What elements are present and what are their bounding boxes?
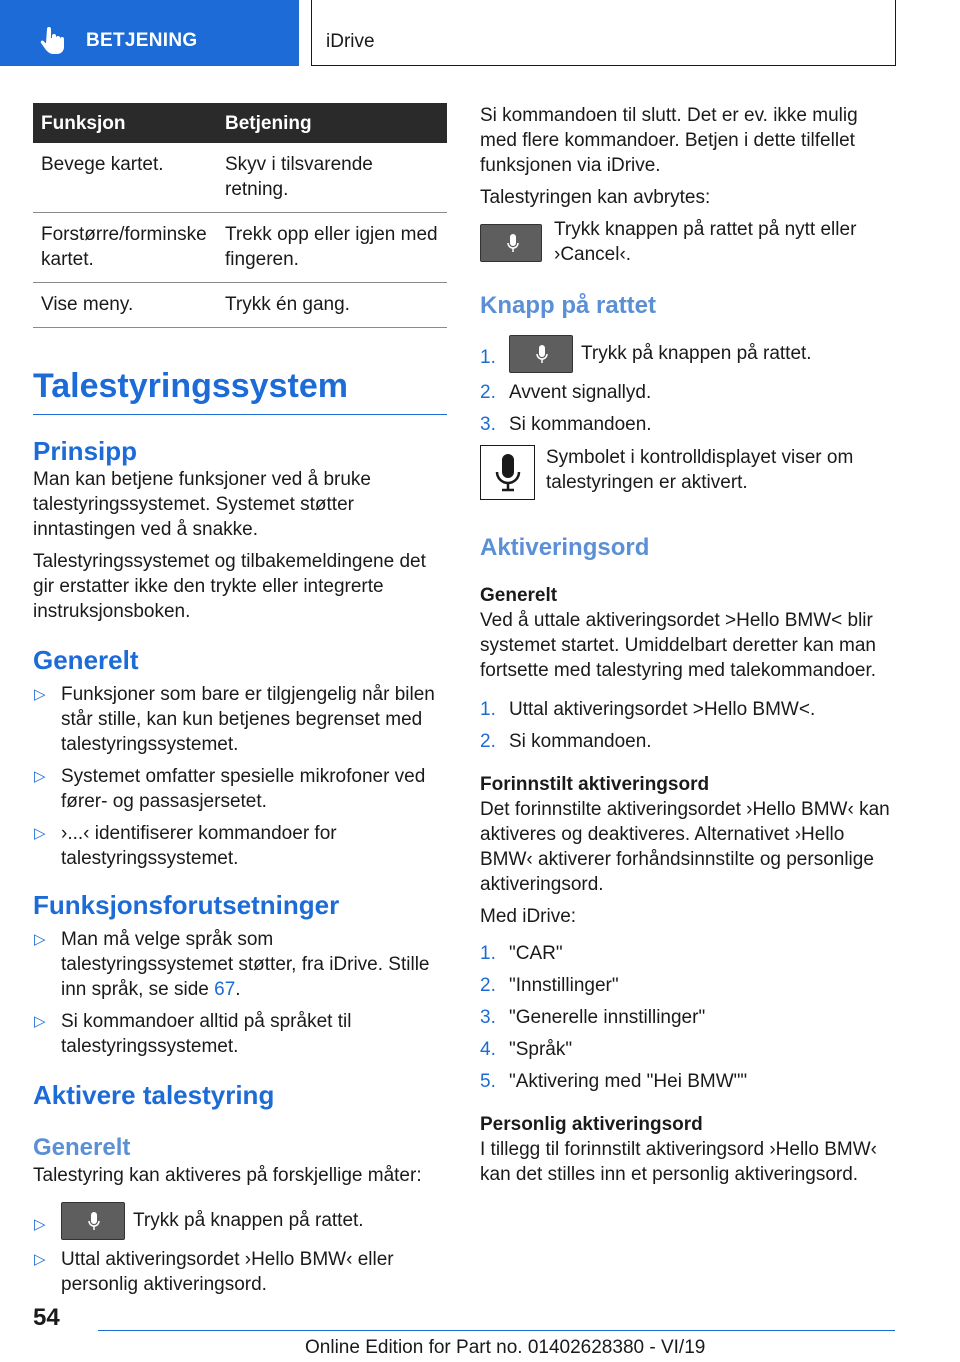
step-text: "Innstillinger"	[509, 975, 619, 996]
list-item	[33, 1009, 447, 1059]
list-item	[480, 412, 895, 437]
bullet-triangle-icon: ▷	[34, 1216, 46, 1233]
steering-voice-button-icon	[61, 1202, 125, 1240]
paragraph: Med iDrive:	[480, 906, 577, 927]
section-title: Talestyringssystem	[33, 366, 447, 415]
bullet-triangle-icon: ▷	[34, 768, 46, 785]
step-number: 3.	[480, 414, 496, 435]
microphone-icon	[494, 454, 522, 492]
symbol-note	[480, 445, 895, 503]
list-item	[480, 941, 895, 966]
table-cell: Vise meny.	[33, 283, 217, 328]
bullet-triangle-icon: ▷	[34, 1013, 46, 1030]
footer-edition: Online Edition for Part no. 01402628380 - VI/19	[305, 1337, 706, 1358]
knapp-steps	[480, 335, 895, 437]
microphone-icon	[536, 345, 548, 365]
step-number: 2.	[480, 731, 496, 752]
table-cell: Skyv i tilsvarende retning.	[217, 143, 447, 213]
steering-voice-button-icon	[480, 224, 542, 262]
step-text: Si kommandoen.	[509, 731, 652, 752]
list-item	[33, 1202, 447, 1240]
list-item-text: Trykk på knappen på rattet.	[133, 1210, 364, 1232]
paragraph: Det forinnstilte aktiveringsordet ›Hello BMW‹ kan aktiveres og deaktiveres. Alternativet ›Hello BMW‹ aktiverer forhåndsinnstilte og personlige aktiveringsord.	[480, 799, 890, 895]
step-text: Trykk på knappen på rattet.	[581, 343, 812, 365]
knapp-heading: Knapp på rattet	[480, 292, 657, 319]
table-header-cell: Funksjon	[33, 103, 217, 143]
page-link[interactable]: 67	[214, 979, 236, 1000]
step-number: 1.	[480, 943, 496, 964]
cancel-note	[480, 217, 895, 267]
forinnstilt-heading: Forinnstilt aktiveringsord	[480, 774, 710, 795]
step-text: Uttal aktiveringsordet >Hello BMW<.	[509, 699, 816, 720]
aktivere-heading: Aktivere talestyring	[33, 1080, 275, 1110]
aktivere-subheading: Generelt	[33, 1134, 131, 1161]
forutsetninger-list	[33, 927, 447, 1059]
display-microphone-symbol	[480, 445, 535, 500]
paragraph: I tillegg til forinnstilt aktiveringsord ›Hello BMW‹ kan det stilles inn et personlig aktiveringsord.	[480, 1139, 878, 1185]
list-item	[480, 697, 895, 722]
microphone-icon	[507, 234, 519, 254]
table-row	[33, 143, 447, 213]
list-item	[480, 335, 895, 373]
idrive-steps	[480, 941, 895, 1094]
list-item	[480, 1005, 895, 1030]
bullet-triangle-icon: ▷	[34, 825, 46, 842]
header-section-tab	[0, 0, 299, 66]
right-column	[480, 103, 895, 1194]
step-number: 2.	[480, 975, 496, 996]
list-item-text: .	[235, 979, 241, 1000]
step-number: 4.	[480, 1039, 496, 1060]
symbol-note-text: Symbolet i kontrolldisplayet viser om talestyringen er aktivert.	[546, 447, 854, 493]
list-item	[33, 821, 447, 871]
list-item	[480, 973, 895, 998]
generelt-list	[33, 682, 447, 871]
list-item-text: Uttal aktiveringsordet ›Hello BMW‹ eller personlig aktiveringsord.	[61, 1249, 394, 1295]
list-item	[480, 729, 895, 754]
step-number: 1.	[480, 347, 496, 368]
aktivere-paragraph: Talestyring kan aktiveres på forskjellige måter:	[33, 1165, 422, 1186]
aktivere-list	[33, 1202, 447, 1297]
step-text: Si kommandoen.	[509, 414, 652, 435]
table-header-row	[33, 103, 447, 143]
step-number: 1.	[480, 699, 496, 720]
personlig-heading: Personlig aktiveringsord	[480, 1114, 703, 1135]
prinsipp-paragraph: Talestyringssystemet og tilbakemeldingene det gir erstatter ikke den trykte eller integrerte instruksjonsboken.	[33, 551, 426, 622]
footer-divider	[98, 1330, 895, 1331]
list-item-text: Funksjoner som bare er tilgjengelig når bilen står stille, kan kun betjenes begrenset med talestyringssystemet.	[61, 684, 435, 755]
prinsipp-paragraph: Man kan betjene funksjoner ved å bruke talestyringssystemet. Systemet støtter inntastingen ved å snakke.	[33, 469, 371, 540]
list-item	[33, 927, 447, 1002]
steering-voice-button-icon	[509, 335, 573, 373]
step-text: "Generelle innstillinger"	[509, 1007, 706, 1028]
list-item-text: Si kommandoer alltid på språket til talestyringssystemet.	[61, 1011, 352, 1057]
header-chapter-title: iDrive	[326, 31, 375, 52]
list-item	[480, 1069, 895, 1094]
list-item-text: ›...‹ identifiserer kommandoer for talestyringssystemet.	[61, 823, 337, 869]
step-text: "CAR"	[509, 943, 563, 964]
table-cell: Bevege kartet.	[33, 143, 217, 213]
table-row	[33, 213, 447, 283]
step-text: "Språk"	[509, 1039, 573, 1060]
table-header-cell: Betjening	[217, 103, 447, 143]
header-chapter-box	[311, 0, 896, 66]
bullet-triangle-icon: ▷	[34, 1251, 46, 1268]
left-column	[33, 103, 447, 1304]
list-item	[33, 764, 447, 814]
step-text: Avvent signallyd.	[509, 382, 652, 403]
function-table	[33, 103, 447, 328]
table-cell: Trekk opp eller igjen med fingeren.	[217, 213, 447, 283]
list-item	[480, 1037, 895, 1062]
paragraph: Ved å uttale aktiveringsordet >Hello BMW< blir systemet startet. Umiddelbart deretter kan man fortsette med talestyring med talekommandoer.	[480, 610, 877, 681]
hand-pointer-icon	[40, 27, 66, 55]
page-number: 54	[33, 1304, 60, 1331]
step-number: 3.	[480, 1007, 496, 1028]
list-item	[480, 380, 895, 405]
list-item-text: Systemet omfatter spesielle mikrofoner ved fører- og passasjersetet.	[61, 766, 426, 812]
table-cell: Forstørre/forminske kartet.	[33, 213, 217, 283]
microphone-icon	[88, 1212, 100, 1232]
cancel-note-text: Trykk knappen på rattet på nytt eller ›Cancel‹.	[554, 219, 857, 265]
step-number: 5.	[480, 1071, 496, 1092]
generelt-heading: Generelt	[33, 645, 139, 675]
bullet-triangle-icon: ▷	[34, 931, 46, 948]
aktiveringsord-subheading: Generelt	[480, 585, 558, 606]
paragraph: Talestyringen kan avbrytes:	[480, 187, 711, 208]
step-number: 2.	[480, 382, 496, 403]
bullet-triangle-icon: ▷	[34, 686, 46, 703]
list-item	[33, 682, 447, 757]
header-section-title: BETJENING	[86, 30, 198, 51]
aktiveringsord-steps	[480, 697, 895, 754]
list-item-text: Man må velge språk som talestyringssystemet støtter, fra iDrive. Stille inn språk, se side	[61, 929, 430, 1000]
forutsetninger-heading: Funksjonsforutsetninger	[33, 890, 340, 920]
table-row	[33, 283, 447, 328]
prinsipp-heading: Prinsipp	[33, 436, 138, 466]
paragraph: Si kommandoen til slutt. Det er ev. ikke mulig med flere kommandoer. Betjen i dette tilfellet funksjonen via iDrive.	[480, 105, 858, 176]
aktiveringsord-heading: Aktiveringsord	[480, 534, 650, 561]
table-cell: Trykk én gang.	[217, 283, 447, 328]
step-text: "Aktivering med "Hei BMW""	[509, 1071, 748, 1092]
list-item	[33, 1247, 447, 1297]
